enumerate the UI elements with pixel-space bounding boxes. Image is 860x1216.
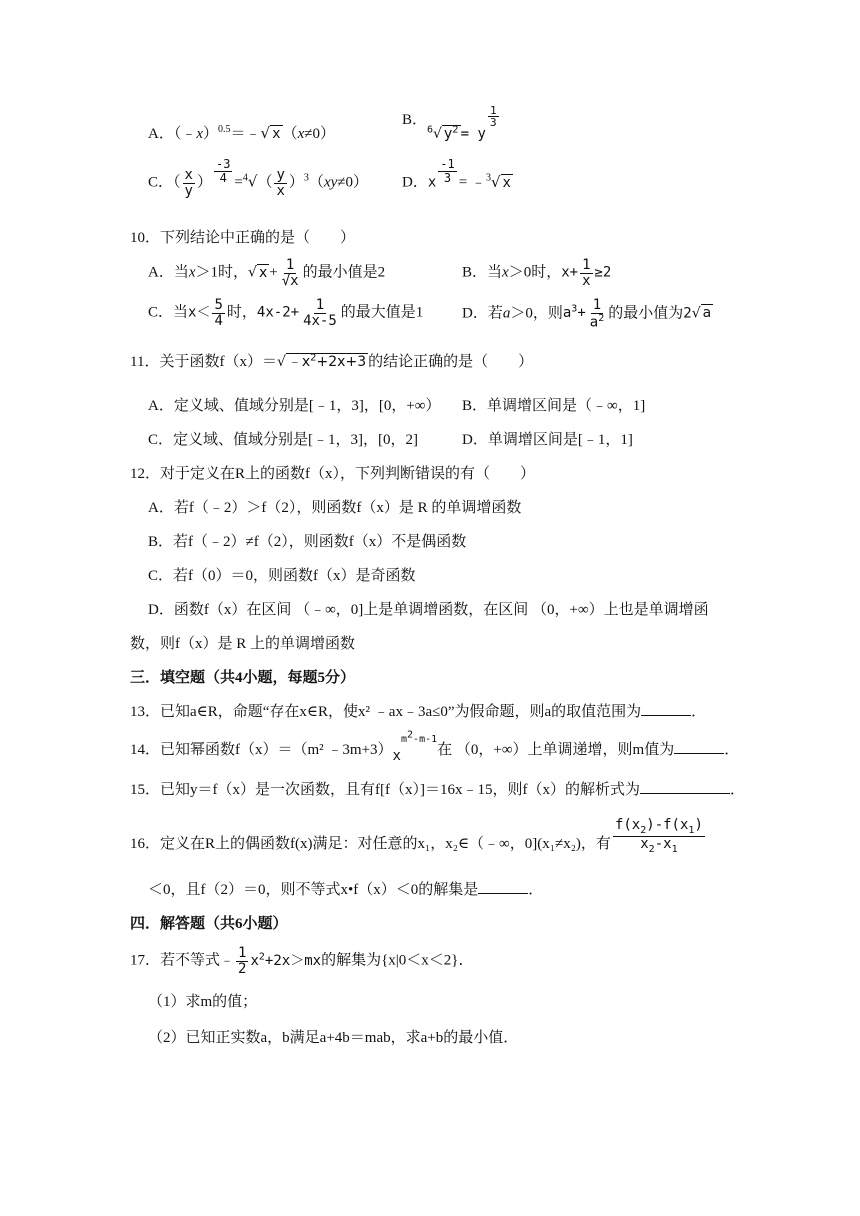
q9-option-c: C．（ $\frac{x}{y}$ ） $\frac{-3}{4}$ =$^4$√（ $\frac{y}{x}$ ）$^3$（xy≠0） — [148, 157, 368, 199]
q11-stem: 11．关于函数f（x）＝√ $﹣x^2+2x+3$ 的结论正确的是（ ） — [130, 352, 534, 370]
q12-option-a: A．若f（﹣2）＞f（2），则函数f（x）是 R 的单调增函数 — [148, 500, 522, 516]
q11-option-d: D．单调增区间是[﹣1，1] — [462, 432, 633, 448]
q10-option-a: A．当x＞1时，√ x + $\frac{1}{√x}$ 的最小值是2 — [148, 257, 386, 289]
q10-option-d: D．若a＞0，则$a^3+$ $\frac{1}{a^2}$ 的最小值为2√ a — [462, 297, 712, 331]
q15-text: 15．已知y＝f（x）是一次函数，且有f[f（x）]＝16x﹣15，则f（x）的解析式为 — [130, 782, 640, 798]
q12-option-d-line1: D．函数f（x）在区间 （﹣∞，0]上是单调增函数，在区间 （0，+∞）上也是单调增函 — [148, 602, 709, 618]
q17-part2: （2）已知正实数a，b满足a+4b＝mab，求a+b的最小值． — [148, 1030, 519, 1046]
q12-option-b: B．若f（﹣2）≠f（2），则函数f（x）不是偶函数 — [148, 534, 467, 550]
q12-option-c: C．若f（0）＝0，则函数f（x）是奇函数 — [148, 568, 416, 584]
q17-stem-suffix: 的解集为{x|0＜x＜2}． — [321, 952, 474, 969]
q13: 13．已知a∈R，命题“存在x∈R，使x² ﹣ax﹣3a≤0”为假命题，则a的取值范围为 ． — [130, 700, 706, 721]
q12-option-d-line2: 数，则f（x）是 R 上的单调增函数 — [130, 636, 356, 652]
q14-prefix: 14．已知幂函数f（x）＝（m² ﹣3m+3） — [130, 741, 393, 758]
q16-line2: ＜0，且f（2）＝0，则不等式x•f（x）＜0的解集是 ． — [148, 878, 543, 899]
q11-option-b: B．单调增区间是（﹣∞，1] — [462, 398, 646, 414]
section-4-heading: 四．解答题（共6小题） — [130, 916, 288, 932]
q14-blank — [674, 739, 724, 754]
q13-blank — [641, 701, 691, 716]
q9-option-b: B．$^6$√ $y^2 = y$ $\frac{1}{3}$ — [402, 103, 497, 142]
q9-option-a: A．（﹣x）$^{0.5}$＝﹣√ x （x≠0） — [148, 124, 335, 142]
q17-stem-prefix: 17．若不等式 — [130, 952, 221, 969]
q17-stem: 17．若不等式﹣ $\frac{1}{2}$ $x^2+2x>mx$的解集为{x|0＜x＜2}． — [130, 945, 474, 977]
q16-line1-text: 16．定义在R上的偶函数f(x)满足：对任意的x₁，x₂∈（﹣∞，0](x₁≠x₂)，有 — [130, 836, 611, 853]
q15: 15．已知y＝f（x）是一次函数，且有f[f（x）]＝16x﹣15，则f（x）的解析式为 ． — [130, 778, 745, 799]
q12-stem: 12．对于定义在R上的函数f（x），下列判断错误的有（ ） — [130, 466, 536, 482]
q13-text: 13．已知a∈R，命题“存在x∈R，使x² ﹣ax﹣3a≤0”为假命题，则a的取值范围为 — [130, 704, 642, 720]
q16-line2-text: ＜0，且f（2）＝0，则不等式x•f（x）＜0的解集是 — [148, 882, 479, 898]
q14: 14．已知幂函数f（x）＝（m² $﹣3m+3)x^{m^2-m-1}$在 （0，+∞）上单调递增，则m值为 ． — [130, 730, 740, 764]
q9-option-d: D．x $\frac{-1}{3}$ = ﹣$^3$√ x — [402, 157, 511, 191]
q14-suffix: 在 （0，+∞）上单调递增，则m值为 — [437, 741, 675, 758]
q11-option-c: C．定义域、值域分别是[﹣1，3]，[0，2] — [148, 432, 418, 448]
q11-stem-suffix: 的结论正确的是（ ） — [368, 354, 534, 370]
q11-stem-prefix: 11．关于函数f（x）＝ — [130, 354, 277, 370]
q16-line1: 16．定义在R上的偶函数f(x)满足：对任意的x₁，x₂∈（﹣∞，0](x₁≠x₂)，有 $\frac{f(x_2)-f(x_1)}{x_2-x_1}$ — [130, 817, 703, 856]
q10-option-b: B．当x＞0时，x+ $\frac{1}{x}$ ≥2 — [462, 257, 612, 289]
q17-part1: （1）求m的值； — [148, 994, 258, 1010]
q10-option-c: C．当x＜ $\frac{5}{4}$ 时，4x-2+ $\frac{1}{4x-5}$ 的最大值是1 — [148, 297, 424, 329]
section-3-heading: 三．填空题（共4小题，每题5分） — [130, 670, 356, 686]
q11-option-a: A．定义域、值域分别是[﹣1，3]，[0，+∞） — [148, 398, 441, 414]
q15-blank — [640, 779, 730, 794]
q16-blank — [478, 879, 528, 894]
q10-stem: 10．下列结论中正确的是（ ） — [130, 230, 356, 246]
